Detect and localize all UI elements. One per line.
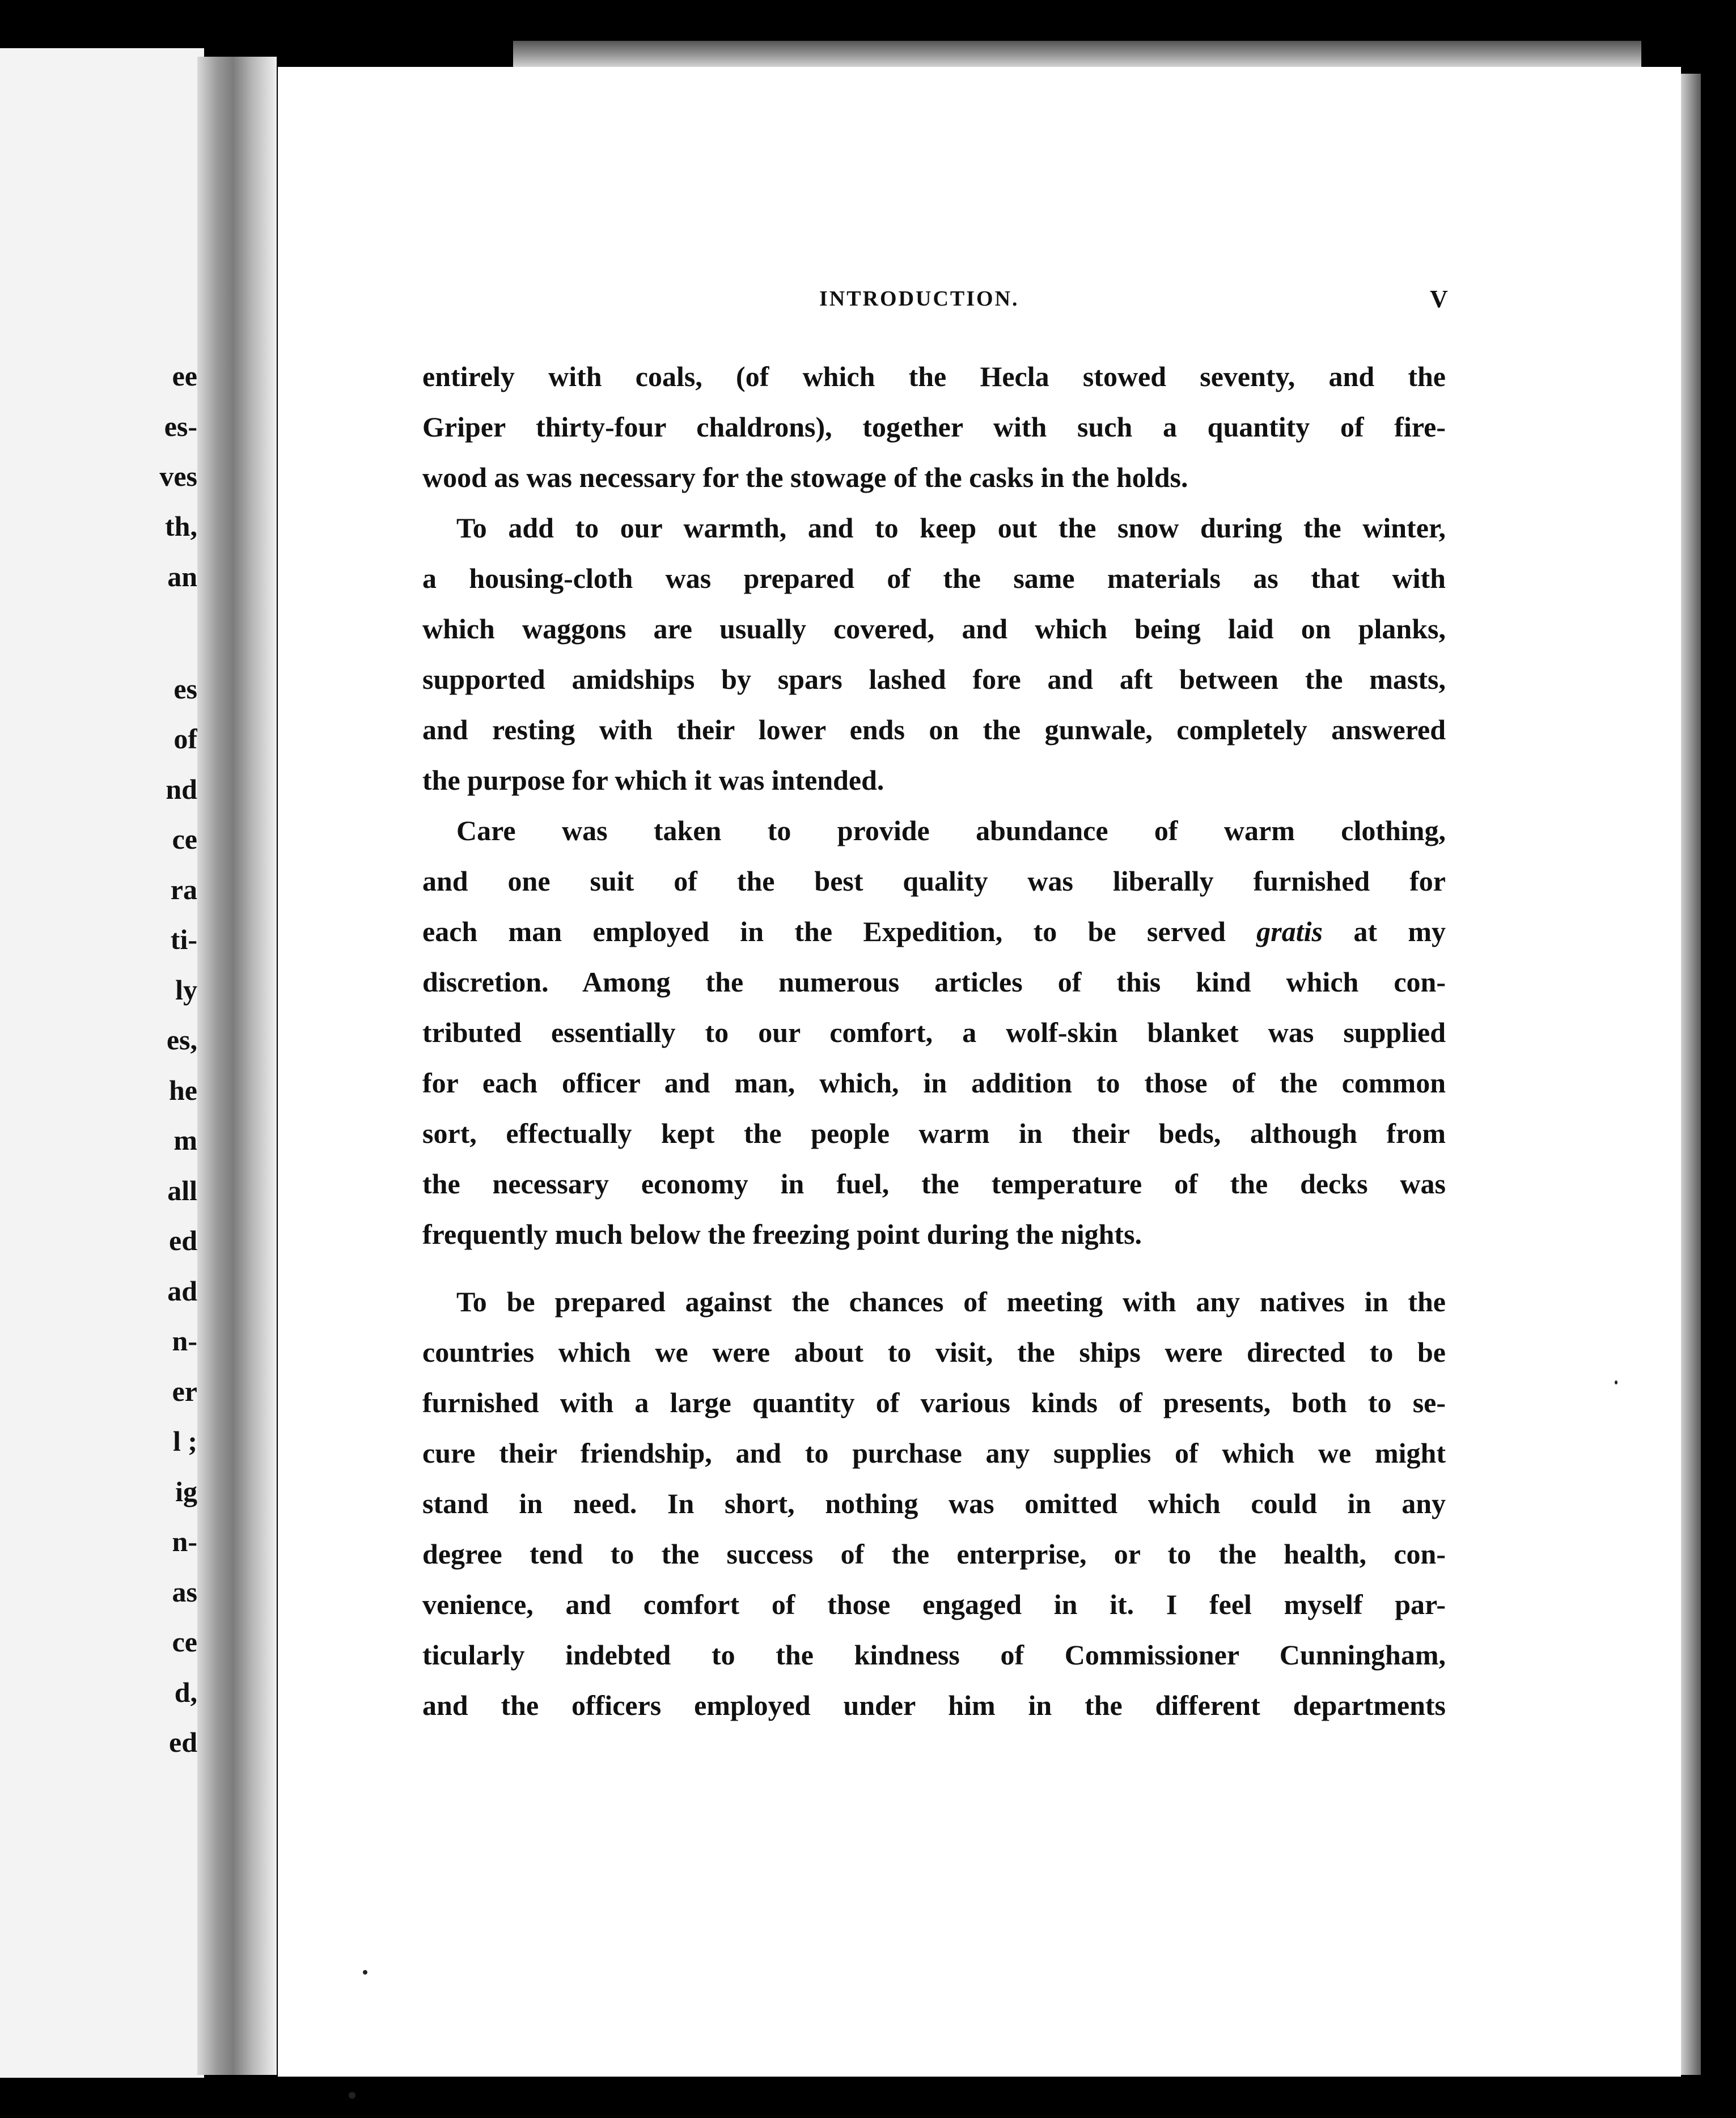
left-page-line-fragment: es- — [164, 410, 197, 442]
italic-word: gratis — [1256, 916, 1323, 947]
text-line: Care was taken to provide abundance of warm clothing, — [456, 815, 1446, 846]
left-page-line-fragment: as — [172, 1576, 197, 1608]
text-line-with-italic — [422, 906, 1446, 957]
running-title: INTRODUCTION. — [819, 287, 1019, 311]
text-line: ticularly indebted to the kindness of Commissioner Cunningham, — [422, 1639, 1446, 1671]
text-line: venience, and comfort of those engaged in it. I feel myself par- — [422, 1588, 1446, 1620]
left-page-line-fragment: ed — [169, 1726, 197, 1758]
left-page-line-fragment: n- — [172, 1526, 197, 1557]
left-page-line-fragment: ce — [172, 1626, 197, 1658]
text-line: cure their friendship, and to purchase any supplies of which we might — [422, 1437, 1446, 1469]
text-line: To add to our warmth, and to keep out the snow during the winter, — [456, 512, 1446, 544]
text-line: Griper thirty-four chaldrons), together with such a quantity of fire- — [422, 411, 1446, 443]
text-line: stand in need. In short, nothing was omitted which could in any — [422, 1488, 1446, 1519]
text-line: and the officers employed under him in the different departments — [422, 1689, 1446, 1721]
paragraph-gap — [422, 1260, 1446, 1277]
left-page-line-fragment: ra — [170, 874, 197, 905]
book-gutter-shadow — [197, 57, 277, 2075]
text-line: discretion. Among the numerous articles of this kind which con- — [422, 966, 1446, 998]
text-line: for each officer and man, which, in addition to those of the common — [422, 1067, 1446, 1099]
page-number: V — [1430, 285, 1448, 313]
text-line: tributed essentially to our comfort, a wolf-skin blanket was supplied — [422, 1016, 1446, 1048]
text-line: sort, effectually kept the people warm in their beds, although from — [422, 1117, 1446, 1149]
left-page-line-fragment: ed — [169, 1225, 197, 1256]
left-page-line-fragment: an — [167, 561, 197, 592]
paragraph — [422, 806, 1446, 1260]
body-text — [422, 351, 1446, 1731]
left-page-line-fragment: ves — [159, 460, 197, 492]
left-page-line-fragment: l ; — [172, 1425, 197, 1457]
paragraph — [422, 1277, 1446, 1731]
page-edge-shadow — [1681, 74, 1701, 2075]
left-page-line-fragment: th, — [165, 510, 197, 542]
print-speck — [1615, 1380, 1618, 1384]
left-page-line-fragment: ee — [172, 360, 197, 392]
text-line: furnished with a large quantity of various kinds of presents, both to se- — [422, 1387, 1446, 1418]
left-page-line-fragment: m — [173, 1124, 197, 1156]
text-line: and one suit of the best quality was liberally furnished for — [422, 865, 1446, 897]
text-line: the necessary economy in fuel, the temperature of the decks was — [422, 1168, 1446, 1200]
book-top-edge — [513, 41, 1641, 68]
text-line: To be prepared against the chances of meeting with any natives in the — [456, 1286, 1446, 1318]
paragraph — [422, 503, 1446, 806]
left-page-line-fragment: es — [173, 673, 197, 705]
text-line: frequently much below the freezing point during the nights. — [422, 1218, 1142, 1250]
text-line: entirely with coals, (of which the Hecla stowed seventy, and the — [422, 361, 1446, 392]
text-line: countries which we were about to visit, the ships were directed to be — [422, 1336, 1446, 1368]
text-line: degree tend to the success of the enterprise, or to the health, con- — [422, 1538, 1446, 1570]
text-line: the purpose for which it was intended. — [422, 764, 884, 796]
left-page-line-fragment: he — [169, 1074, 197, 1106]
text-segment: at my — [1353, 916, 1446, 947]
left-page-line-fragment: of — [173, 723, 197, 755]
left-page-line-fragment: d, — [174, 1676, 197, 1708]
print-speck — [349, 2092, 355, 2099]
text-line: supported amidships by spars lashed fore and aft between the masts, — [422, 663, 1446, 695]
text-line: wood as was necessary for the stowage of the casks in the holds. — [422, 461, 1188, 493]
left-page-line-fragment: ad — [167, 1275, 197, 1307]
left-page-line-fragment: all — [167, 1175, 197, 1206]
left-page-line-fragment: nd — [166, 773, 197, 805]
left-page-line-fragment: ly — [175, 974, 197, 1006]
left-page-line-fragment: es, — [166, 1024, 197, 1056]
paragraph — [422, 351, 1446, 503]
left-page-line-fragment: er — [172, 1375, 197, 1407]
left-page-line-fragment: ti- — [170, 924, 197, 955]
left-page-line-fragment: n- — [172, 1325, 197, 1357]
text-segment: each man employed in the Expedition, to be served — [422, 916, 1226, 947]
left-page-line-fragment: ig — [175, 1476, 197, 1507]
print-speck — [363, 1970, 367, 1975]
left-facing-page — [0, 48, 204, 2078]
left-page-line-fragment: ce — [172, 823, 197, 855]
text-line: which waggons are usually covered, and which being laid on planks, — [422, 613, 1446, 645]
text-line: and resting with their lower ends on the gunwale, completely answered — [422, 714, 1446, 745]
text-line: a housing-cloth was prepared of the same materials as that with — [422, 562, 1446, 594]
